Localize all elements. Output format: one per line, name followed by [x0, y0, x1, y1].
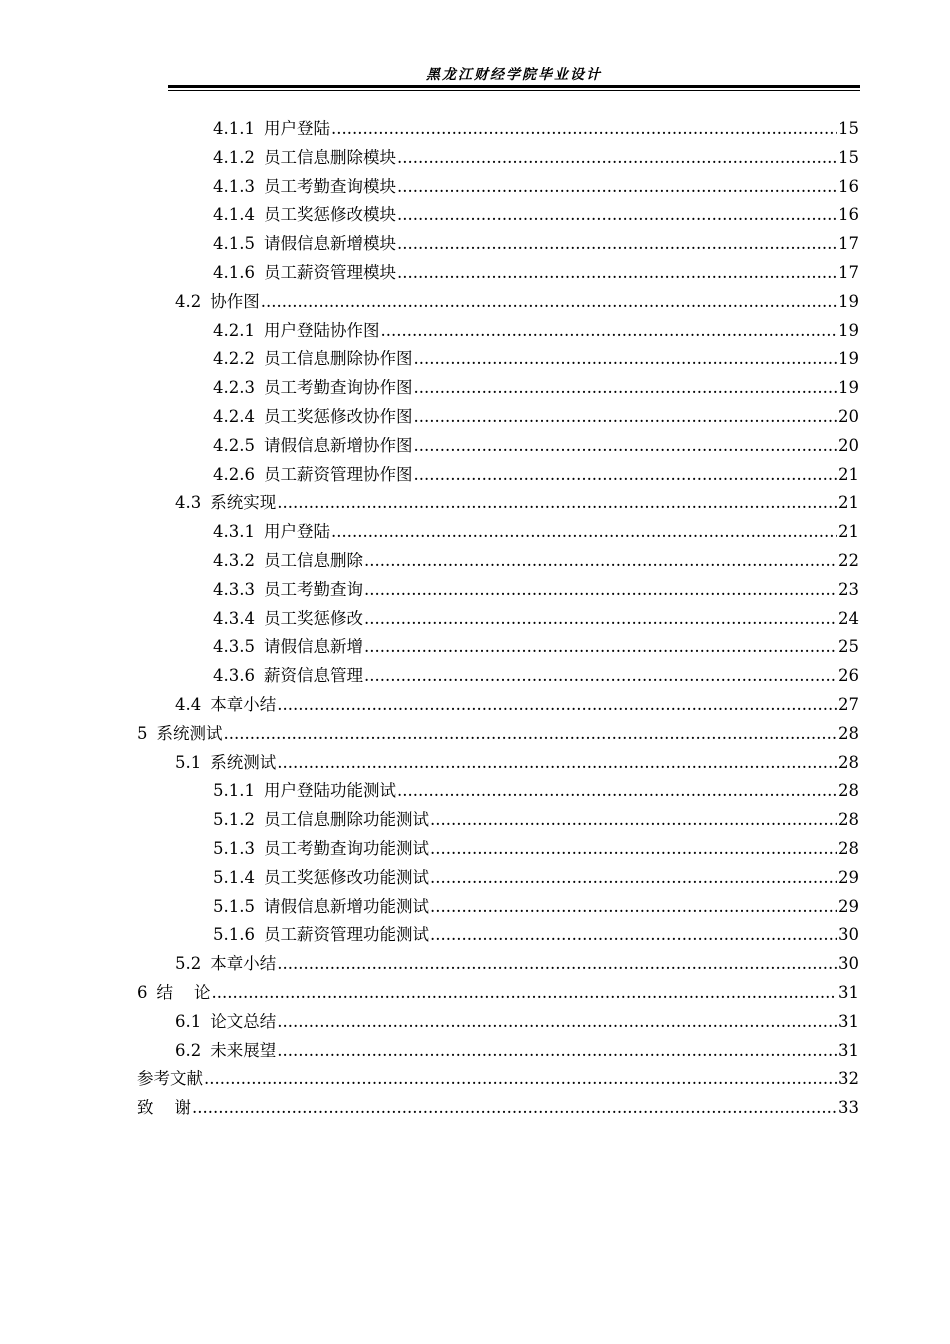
toc-page-number: 31 — [838, 983, 859, 1002]
toc-leader-dots — [277, 489, 837, 517]
toc-entry-references[interactable] — [137, 1065, 859, 1093]
toc-leader-dots — [277, 749, 837, 777]
toc-label: 用户登陆功能测试 — [263, 781, 396, 801]
toc-page-number: 25 — [838, 637, 859, 657]
toc-number: 5.1.6 — [213, 925, 255, 945]
toc-entry-6-2[interactable] — [175, 1037, 859, 1065]
toc-leader-dots — [413, 345, 837, 373]
toc-label: 系统测试 — [156, 723, 223, 743]
toc-label: 员工奖惩修改模块 — [263, 205, 396, 225]
toc-number: 5.1.4 — [213, 867, 255, 887]
toc-page-number: 15 — [838, 119, 859, 138]
toc-label: 员工考勤查询模块 — [263, 176, 396, 196]
toc-entry-4-2[interactable] — [175, 288, 859, 316]
toc-label: 未来展望 — [210, 1040, 277, 1060]
toc-label: 本章小结 — [210, 954, 277, 974]
toc-page-number: 28 — [838, 752, 859, 772]
toc-page-number: 32 — [838, 1069, 859, 1089]
toc-entry-5-1-3[interactable] — [213, 835, 859, 863]
toc-entry-4-2-3[interactable] — [213, 374, 859, 402]
toc-number: 5.1.2 — [213, 810, 255, 830]
toc-label: 系统测试 — [210, 752, 277, 772]
toc-entry-5-2[interactable] — [175, 950, 859, 978]
toc-entry-4-1-6[interactable] — [213, 259, 859, 287]
toc-page-number: 29 — [838, 896, 859, 916]
toc-entry-4-1-5[interactable] — [213, 230, 859, 258]
toc-leader-dots — [430, 921, 837, 949]
toc-leader-dots — [397, 230, 837, 258]
toc-number: 4.3.5 — [213, 637, 255, 657]
toc-entry-4-1-1[interactable] — [213, 115, 859, 143]
toc-label: 本章小结 — [210, 695, 277, 714]
toc-number: 4.1.4 — [213, 205, 255, 225]
toc-number: 4.2.5 — [213, 435, 255, 455]
toc-leader-dots — [331, 115, 837, 143]
toc-leader-dots — [397, 777, 837, 805]
toc-entry-6-1[interactable] — [175, 1008, 859, 1036]
toc-leader-dots — [397, 144, 837, 172]
toc-leader-dots — [430, 893, 837, 921]
toc-label: 员工考勤查询功能测试 — [263, 839, 429, 858]
toc-leader-dots — [397, 259, 837, 287]
toc-label: 员工信息删除 — [263, 551, 363, 570]
toc-label: 请假信息新增功能测试 — [263, 896, 429, 916]
toc-entry-5-1-2[interactable] — [213, 806, 859, 834]
toc-label: 员工薪资管理模块 — [263, 263, 396, 282]
toc-label: 致 谢 — [137, 1098, 191, 1118]
toc-leader-dots — [192, 1094, 837, 1122]
toc-page-number: 21 — [838, 522, 859, 542]
toc-label: 员工信息删除模块 — [263, 147, 396, 167]
toc-leader-dots — [211, 979, 837, 1007]
toc-entry-5-1-4[interactable] — [213, 864, 859, 892]
toc-leader-dots — [413, 461, 837, 489]
toc-label: 员工奖惩修改 — [263, 608, 363, 628]
toc-page-number: 28 — [838, 781, 859, 801]
toc-entry-4-3[interactable] — [175, 489, 859, 517]
toc-page-number: 21 — [838, 493, 859, 513]
toc-label: 协作图 — [210, 291, 260, 311]
toc-page-number: 20 — [838, 407, 859, 426]
toc-page-number: 17 — [838, 234, 859, 254]
toc-number: 4.1.6 — [213, 263, 255, 282]
toc-page-number: 16 — [838, 205, 859, 225]
toc-page-number: 16 — [838, 176, 859, 196]
toc-page-number: 26 — [838, 666, 859, 686]
toc-page-number: 28 — [838, 839, 859, 858]
toc-number: 4.1.3 — [213, 176, 255, 196]
toc-label: 结 论 — [156, 983, 211, 1002]
toc-number: 4.3.4 — [213, 608, 255, 628]
toc-label: 用户登陆协作图 — [263, 320, 380, 340]
toc-leader-dots — [364, 662, 837, 690]
toc-number: 4.2.6 — [213, 464, 255, 484]
header-rule-thin — [168, 90, 860, 91]
toc-entry-4-2-6[interactable] — [213, 461, 859, 489]
toc-number: 4.3 — [175, 493, 202, 513]
toc-page-number: 28 — [838, 810, 859, 830]
toc-number: 4.2 — [175, 291, 202, 311]
toc-number: 4.3.3 — [213, 579, 255, 599]
toc-page-number: 30 — [838, 925, 859, 945]
toc-number: 4.3.2 — [213, 551, 255, 570]
toc-number: 4.1.2 — [213, 147, 255, 167]
toc-number: 4.2.3 — [213, 378, 255, 398]
toc-label: 请假信息新增协作图 — [263, 435, 413, 455]
toc-label: 薪资信息管理 — [263, 666, 363, 686]
toc-page-number: 21 — [838, 464, 859, 484]
page-header — [168, 62, 860, 92]
toc-page-number: 33 — [838, 1098, 859, 1118]
toc-label: 员工薪资管理协作图 — [263, 464, 413, 484]
toc-leader-dots — [380, 317, 837, 345]
toc-entry-4-3-2[interactable] — [213, 547, 859, 575]
toc-leader-dots — [364, 576, 837, 604]
toc-label: 员工信息删除协作图 — [263, 349, 413, 369]
toc-number: 4.4 — [175, 695, 202, 714]
toc-label: 员工考勤查询协作图 — [263, 378, 413, 398]
toc-entry-4-1-2[interactable] — [213, 144, 859, 172]
toc-entry-4-3-3[interactable] — [213, 576, 859, 604]
toc-entry-5-1[interactable] — [175, 749, 859, 777]
toc-page-number: 19 — [838, 291, 859, 311]
toc-label: 员工考勤查询 — [263, 579, 363, 599]
toc-page-number: 28 — [838, 723, 859, 743]
toc-page-number: 27 — [838, 695, 859, 714]
toc-entry-5-1-6[interactable] — [213, 921, 859, 949]
toc-label: 系统实现 — [210, 493, 277, 513]
toc-label: 用户登陆 — [263, 522, 330, 542]
toc-label: 员工奖惩修改功能测试 — [263, 867, 429, 887]
toc-number: 5.2 — [175, 954, 202, 974]
toc-number: 5.1.3 — [213, 839, 255, 858]
toc-entry-4-3-5[interactable] — [213, 633, 859, 661]
toc-label: 员工信息删除功能测试 — [263, 810, 429, 830]
toc-number: 6.2 — [175, 1040, 202, 1060]
toc-entry-4-2-1[interactable] — [213, 317, 859, 345]
toc-leader-dots — [430, 864, 837, 892]
toc-leader-dots — [430, 835, 837, 863]
toc-leader-dots — [224, 720, 838, 748]
toc-entry-4-2-5[interactable] — [213, 432, 859, 460]
toc-entry-5-1-1[interactable] — [213, 777, 859, 805]
toc-leader-dots — [397, 201, 837, 229]
toc-leader-dots — [364, 605, 837, 633]
toc-leader-dots — [277, 950, 837, 978]
toc-page-number: 31 — [838, 1040, 859, 1060]
toc-page-number: 19 — [838, 349, 859, 369]
toc-page-number: 15 — [838, 147, 859, 167]
toc-leader-dots — [277, 1037, 837, 1065]
toc-entry-4-2-4[interactable] — [213, 403, 859, 431]
toc-number: 4.2.1 — [213, 320, 255, 340]
toc-number: 5.1.1 — [213, 781, 255, 801]
toc-label: 请假信息新增模块 — [263, 234, 396, 254]
toc-leader-dots — [364, 547, 837, 575]
toc-number: 5.1 — [175, 752, 202, 772]
toc-leader-dots — [261, 288, 837, 316]
toc-number: 6.1 — [175, 1011, 202, 1031]
toc-page-number: 22 — [838, 551, 859, 570]
toc-label: 用户登陆 — [263, 119, 330, 138]
toc-entry-5-1-5[interactable] — [213, 893, 859, 921]
toc-number: 4.3.1 — [213, 522, 255, 542]
toc-entry-6[interactable] — [137, 979, 859, 1007]
toc-entry-4-3-6[interactable] — [213, 662, 859, 690]
toc-label: 论文总结 — [210, 1011, 277, 1031]
toc-leader-dots — [364, 633, 837, 661]
toc-number: 4.2.2 — [213, 349, 255, 369]
toc-entry-5[interactable] — [137, 720, 859, 748]
toc-entry-4-1-3[interactable] — [213, 173, 859, 201]
toc-page-number: 24 — [838, 608, 859, 628]
toc-number: 4.1.1 — [213, 119, 255, 138]
toc-entry-4-4[interactable] — [175, 691, 859, 719]
toc-page-number: 30 — [838, 954, 859, 974]
toc-page-number: 19 — [838, 320, 859, 340]
toc-page-number: 19 — [838, 378, 859, 398]
toc-label: 参考文献 — [137, 1069, 203, 1089]
toc-entry-acknowledgements[interactable] — [137, 1094, 859, 1122]
toc-number: 5.1.5 — [213, 896, 255, 916]
toc-page-number: 31 — [838, 1011, 859, 1031]
toc-entry-4-2-2[interactable] — [213, 345, 859, 373]
toc-page-number: 23 — [838, 579, 859, 599]
toc-entry-4-3-4[interactable] — [213, 605, 859, 633]
toc-number: 5 — [137, 723, 148, 743]
header-title: 黑龙江财经学院毕业设计 — [426, 67, 602, 83]
toc-leader-dots — [430, 806, 837, 834]
toc-leader-dots — [413, 374, 837, 402]
toc-entry-4-1-4[interactable] — [213, 201, 859, 229]
toc-leader-dots — [413, 403, 837, 431]
toc-number: 4.3.6 — [213, 666, 255, 686]
toc-leader-dots — [277, 1008, 837, 1036]
toc-page-number: 29 — [838, 867, 859, 887]
toc-entry-4-3-1[interactable] — [213, 518, 859, 546]
toc-leader-dots — [331, 518, 837, 546]
toc-leader-dots — [204, 1065, 837, 1093]
toc-label: 员工奖惩修改协作图 — [263, 407, 413, 426]
toc-label: 员工薪资管理功能测试 — [263, 925, 429, 945]
toc-number: 4.1.5 — [213, 234, 255, 254]
toc-label: 请假信息新增 — [263, 637, 363, 657]
header-rule-thick — [168, 85, 860, 88]
toc-leader-dots — [413, 432, 837, 460]
toc-number: 6 — [137, 983, 148, 1002]
toc-page-number: 20 — [838, 435, 859, 455]
toc-leader-dots — [397, 173, 837, 201]
toc-number: 4.2.4 — [213, 407, 255, 426]
toc-page-number: 17 — [838, 263, 859, 282]
toc-leader-dots — [277, 691, 837, 719]
